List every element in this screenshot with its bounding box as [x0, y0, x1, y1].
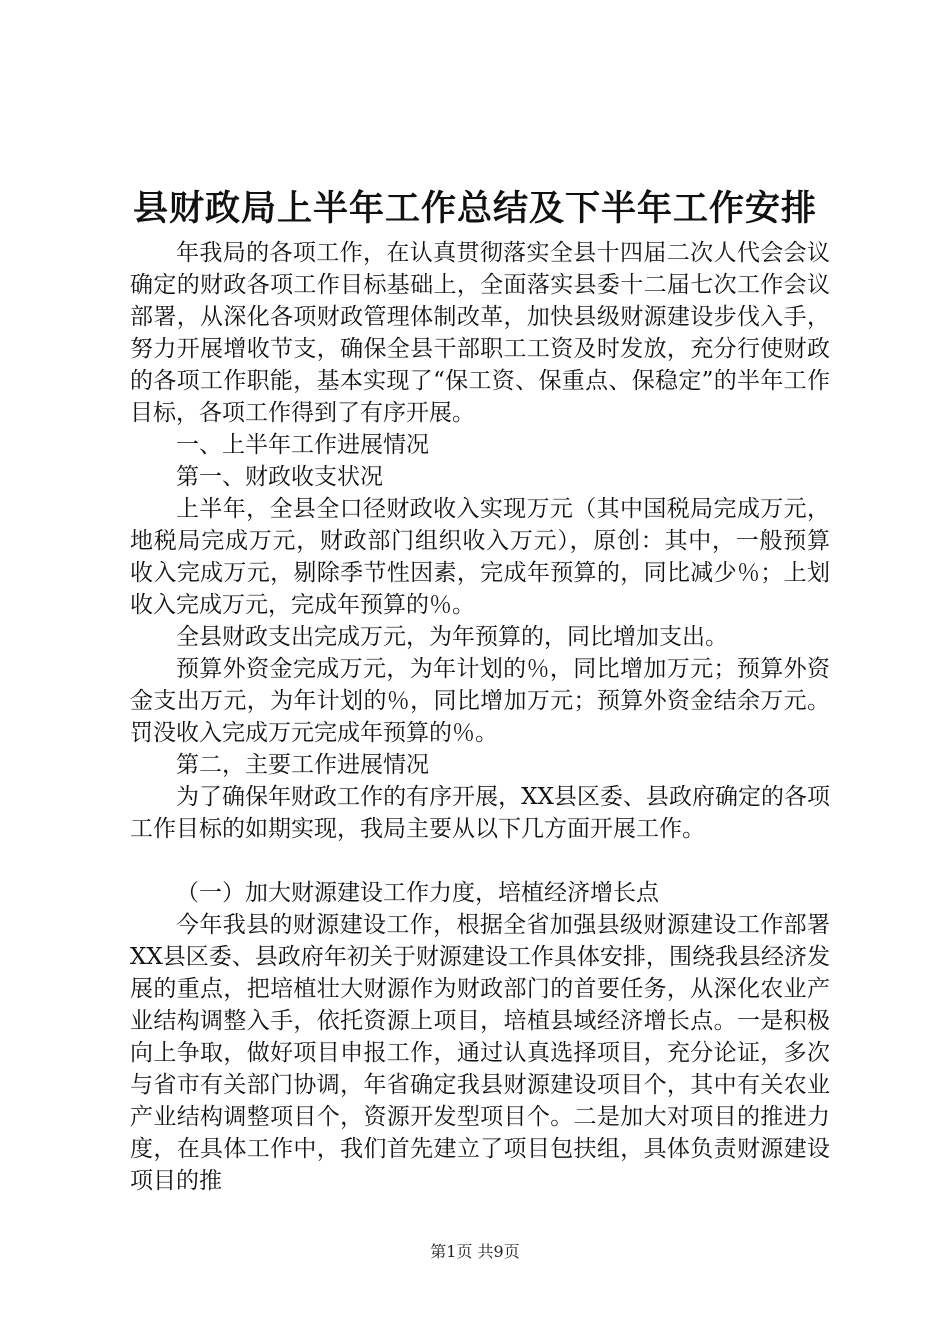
item-heading-1: （一）加大财源建设工作力度，培植经济增长点 [176, 880, 659, 906]
revenue-paragraph: 上半年，全县全口径财政收入实现万元（其中国税局完成万元，地税局完成万元，财政部门组织收入万元），原创：其中，一般预算收入完成万元，剔除季节性因素，完成年预算的，同比减少％；上划收入完成万元，完成年预算的％。 [130, 496, 830, 618]
document-title: 县财政局上半年工作总结及下半年工作安排 [132, 189, 817, 229]
work-intro-paragraph: 为了确保年财政工作的有序开展，XX县区委、县政府确定的各项工作目标的如期实现，我局主要从以下几方面开展工作。 [130, 784, 830, 842]
extra-budget-paragraph: 预算外资金完成万元，为年计划的％，同比增加万元；预算外资金支出万元，为年计划的％，同比增加万元；预算外资金结余万元。罚没收入完成万元完成年预算的％。 [130, 656, 830, 746]
expenditure-paragraph: 全县财政支出完成万元，为年预算的，同比增加支出。 [176, 624, 728, 650]
section-heading-1: 一、上半年工作进展情况 [176, 432, 429, 458]
subsection-heading-2: 第二，主要工作进展情况 [176, 752, 429, 778]
revenue-source-paragraph: 今年我县的财源建设工作，根据全省加强县级财源建设工作部署XX县区委、县政府年初关于财源建设工作具体安排，围绕我县经济发展的重点，把培植壮大财源作为财政部门的首要任务，从深化农业产业结构调整入手，依托资源上项目，培植县域经济增长点。一是积极向上争取，做好项目申报工作，通过认真选择项目，充分论证，多次与省市有关部门协调，年省确定我县财源建设项目个，其中有关农业产业结构调整项目个，资源开发型项目个。二是加大对项目的推进力度，在具体工作中，我们首先建立了项目包扶组，具体负责财源建设项目的推 [130, 912, 830, 1194]
intro-paragraph: 年我局的各项工作，在认真贯彻落实全县十四届二次人代会会议确定的财政各项工作目标基础上，全面落实县委十二届七次工作会议部署，从深化各项财政管理体制改革，加快县级财源建设步伐入手，努力开展增收节支，确保全县干部职工工资及时发放，充分行使财政的各项工作职能，基本实现了“保工资、保重点、保稳定”的半年工作目标，各项工作得到了有序开展。 [130, 240, 830, 426]
document-body [130, 237, 830, 1197]
page-number-footer: 第1页 共9页 [430, 1242, 520, 1261]
subsection-heading-1: 第一、财政收支状况 [176, 464, 383, 490]
